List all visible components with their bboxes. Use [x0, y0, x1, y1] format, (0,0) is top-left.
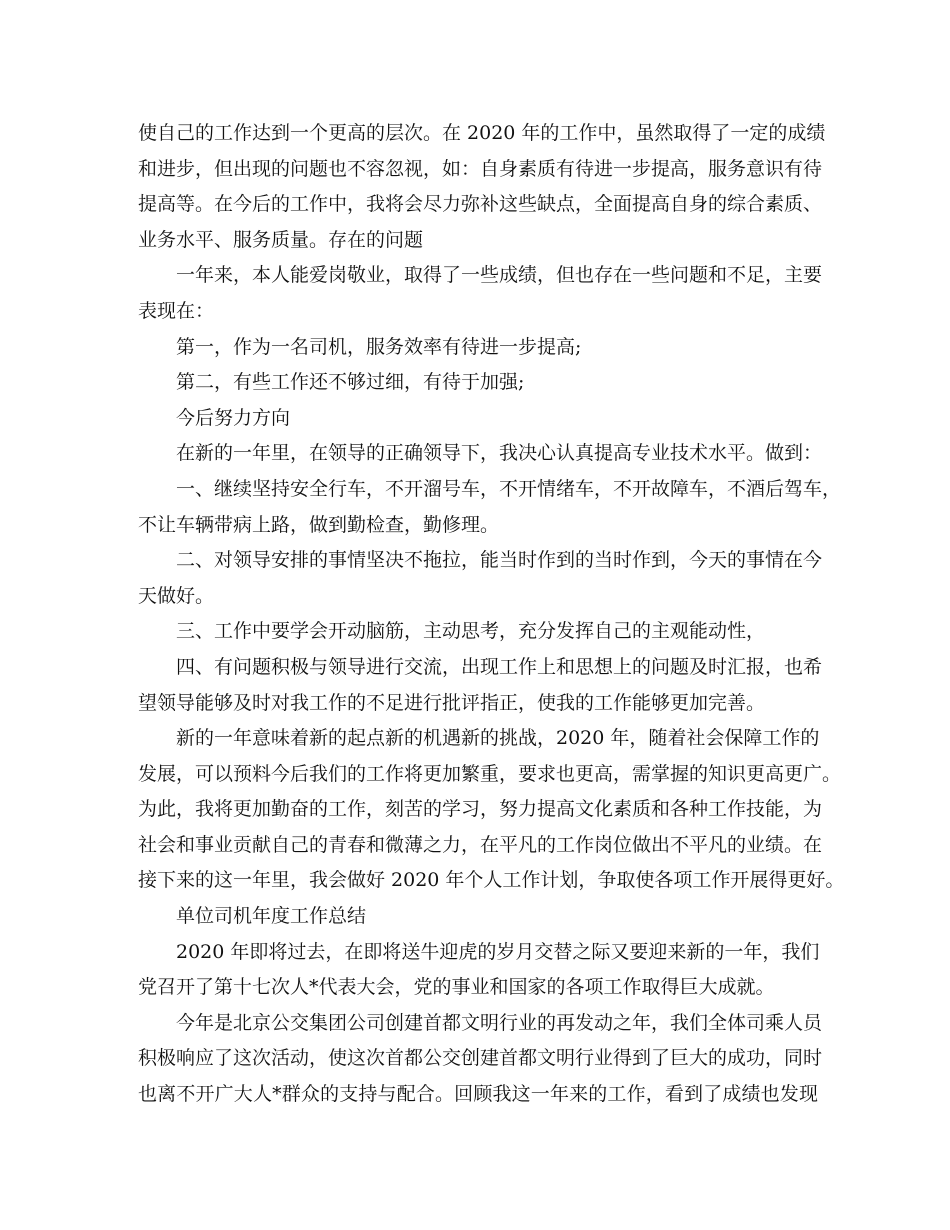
text-line: 发展，可以预料今后我们的工作将更加繁重，要求也更高，需掌握的知识更高更广。 [138, 762, 842, 785]
text-line: 第一，作为一名司机，服务效率有待进一步提高; [176, 335, 582, 358]
text-line: 单位司机年度工作总结 [176, 905, 367, 928]
text-line: 在新的一年里，在领导的正确领导下，我决心认真提高专业技术水平。做到： [176, 442, 823, 465]
text-line: 三、工作中要学会开动脑筋，主动思考，充分发挥自己的主观能动性， [176, 620, 766, 643]
text-line: 为此，我将更加勤奋的工作，刻苦的学习，努力提高文化素质和各种工作技能，为 [138, 798, 823, 821]
text-line: 一年来，本人能爱岗敬业，取得了一些成绩，但也存在一些问题和不足，主要 [176, 264, 823, 287]
text-line: 2020 年即将过去，在即将送牛迎虎的岁月交替之际又要迎来新的一年，我们 [176, 940, 820, 963]
text-line: 第二，有些工作还不够过细，有待于加强; [176, 371, 525, 394]
text-line: 不让车辆带病上路，做到勤检查，勤修理。 [138, 513, 500, 536]
text-line: 积极响应了这次活动，使这次首都公交创建首都文明行业得到了巨大的成功，同时 [138, 1047, 823, 1070]
text-line: 使自己的工作达到一个更高的层次。在 2020 年的工作中，虽然取得了一定的成绩 [138, 122, 826, 144]
text-line: 天做好。 [138, 584, 215, 607]
text-line: 接下来的这一年里，我会做好 2020 年个人工作计划，争取使各项工作开展得更好。 [138, 869, 845, 892]
text-line: 今年是北京公交集团公司创建首都文明行业的再发动之年，我们全体司乘人员 [176, 1011, 823, 1034]
text-line: 表现在： [138, 299, 215, 322]
text-line: 一、继续坚持安全行车，不开溜号车，不开情绪车，不开故障车，不酒后驾车， [176, 477, 842, 500]
text-line: 也离不开广大人*群众的支持与配合。回顾我这一年来的工作，看到了成绩也发现 [138, 1083, 818, 1106]
text-line: 业务水平、服务质量。存在的问题 [138, 228, 424, 251]
text-line: 新的一年意味着新的起点新的机遇新的挑战，2020 年，随着社会保障工作的 [176, 727, 820, 750]
text-line: 今后努力方向 [176, 406, 291, 429]
text-line: 社会和事业贡献自己的青春和微薄之力，在平凡的工作岗位做出不平凡的业绩。在 [138, 833, 823, 856]
text-line: 党召开了第十七次人*代表大会，党的事业和国家的各项工作取得巨大成就。 [138, 976, 775, 999]
text-line: 二、对领导安排的事情坚决不拖拉，能当时作到的当时作到，今天的事情在今 [176, 549, 823, 572]
document-body [138, 116, 845, 1113]
text-line: 望领导能够及时对我工作的不足进行批评指正，使我的工作能够更加完善。 [138, 691, 766, 714]
text-line: 提高等。在今后的工作中，我将会尽力弥补这些缺点，全面提高自身的综合素质、 [138, 193, 823, 216]
text-line: 四、有问题积极与领导进行交流，出现工作上和思想上的问题及时汇报，也希 [176, 655, 823, 678]
text-line: 和进步，但出现的问题也不容忽视，如：自身素质有待进一步提高，服务意识有待 [138, 157, 823, 180]
